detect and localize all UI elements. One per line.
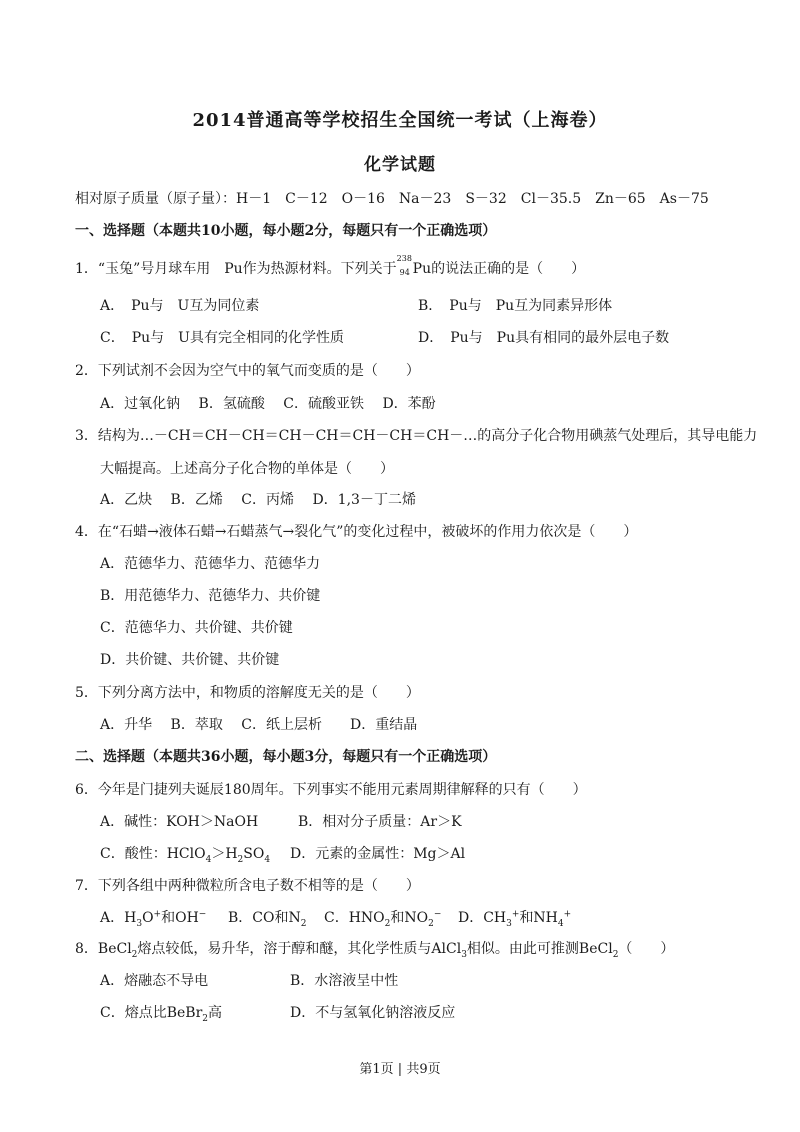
question-7-stem: 7．下列各组中两种微粒所含电子数不相等的是（ ） <box>75 878 420 894</box>
q6c-text-3: SO <box>243 846 265 862</box>
q6c-sub-3: 4 <box>264 854 271 865</box>
q8-sub-3: 2 <box>612 949 619 960</box>
section-2-heading: 二、选择题（本题共36小题，每小题3分，每题只有一个正确选项） <box>75 749 497 765</box>
q7c-text-1: C．HNO <box>324 910 385 926</box>
question-4-option-a: A．范德华力、范德华力、范德华力 <box>100 556 321 572</box>
question-7-option-d <box>458 907 571 927</box>
question-4-stem: 4．在“石蜡→液体石蜡→石蜡蒸气→裂化气”的变化过程中，被破坏的作用力依次是（ ） <box>75 524 638 540</box>
question-1-stem-b: 的说法正确的是（ ） <box>431 261 586 277</box>
question-4-option-c: C．范德华力、共价键、共价键 <box>100 620 293 636</box>
question-8-option-c <box>100 1002 222 1022</box>
question-6-stem: 6．今年是门捷列夫诞辰180周年。下列事实不能用元素周期律解释的只有（ ） <box>75 782 587 798</box>
q7a-sub: 3 <box>136 918 143 929</box>
paper-subtitle: 化学试题 <box>364 155 436 175</box>
section-1-heading: 一、选择题（本题共10小题，每小题2分，每题只有一个正确选项） <box>75 223 497 239</box>
q7d-sub-2: 4 <box>557 918 564 929</box>
nuclide-notation <box>396 254 413 277</box>
question-1-option-a: A． Pu与 U互为同位素 <box>100 298 260 314</box>
question-8-option-a: A．熔融态不导电 <box>100 973 209 989</box>
question-7-option-c <box>324 907 441 927</box>
nuclide-mass-number: 238 <box>396 254 412 263</box>
q8c-text-2: 高 <box>208 1005 222 1021</box>
question-2-options: A．过氧化钠 B．氢硫酸 C．硫酸亚铁 D．苯酚 <box>100 396 436 412</box>
q7a-text-3: 和OH <box>161 910 199 926</box>
q7c-text-2: 和NO <box>390 910 429 926</box>
question-5-stem: 5．下列分离方法中，和物质的溶解度无关的是（ ） <box>75 685 420 701</box>
nuclide-atomic-number: 94 <box>399 268 410 277</box>
atomic-masses: 相对原子质量（原子量）：H－1 C－12 O－16 Na－23 S－32 Cl－35.5 Zn－65 As－75 <box>75 191 709 207</box>
q7d-sup-1: + <box>511 909 520 920</box>
q6c-text-1: C．酸性：HClO <box>100 846 206 862</box>
q8-sub-2: 3 <box>461 949 467 960</box>
q8c-sub: 2 <box>202 1013 208 1024</box>
q8-text-4: （ ） <box>618 941 675 957</box>
q6c-text-2: ＞H <box>211 846 238 862</box>
q8-text-1: 8．BeCl <box>75 941 132 957</box>
question-4-option-d: D．共价键、共价键、共价键 <box>100 652 280 668</box>
question-3-stem-line-1: 3．结构为…－CH＝CH－CH＝CH－CH＝CH－CH＝CH－…的高分子化合物用碘蒸气处理后，其导电能力 <box>75 428 758 444</box>
question-5-options: A．升华 B．萃取 C．纸上层析 D．重结晶 <box>100 717 418 733</box>
question-6-option-d: D．元素的金属性：Mg＞Al <box>290 846 466 862</box>
q7d-sup-2: + <box>563 909 572 920</box>
q7d-text-2: 和NH <box>519 910 558 926</box>
q7a-text-1: A．H <box>100 910 137 926</box>
question-1-stem <box>75 254 586 278</box>
question-7-option-a <box>100 907 206 927</box>
q6c-sub-2: 2 <box>237 854 244 865</box>
question-1-option-b: B． Pu与 Pu互为同素异形体 <box>418 298 613 314</box>
question-6-option-c <box>100 843 270 863</box>
q6c-sub-1: 4 <box>205 854 212 865</box>
q7c-sub-1: 2 <box>384 918 391 929</box>
q7b-sub: 2 <box>300 918 307 929</box>
q7a-sup-1: + <box>153 909 162 920</box>
question-3-options: A．乙炔 B．乙烯 C．丙烯 D．1,3－丁二烯 <box>100 492 416 508</box>
page-number: 第1页 | 共9页 <box>359 1062 441 1077</box>
q8-sub-1: 2 <box>131 949 138 960</box>
question-8-option-b: B．水溶液呈中性 <box>290 973 399 989</box>
nuclide-symbol: Pu <box>412 261 432 277</box>
question-1-stem-a: 1．“玉兔”号月球车用 Pu作为热源材料。下列关于 <box>75 261 397 277</box>
question-1-option-c: C． Pu与 U具有完全相同的化学性质 <box>100 330 344 346</box>
question-7-option-b <box>228 907 306 927</box>
question-2-stem: 2．下列试剂不会因为空气中的氧气而变质的是（ ） <box>75 363 420 379</box>
question-6-option-b: B．相对分子质量：Ar＞K <box>298 814 462 830</box>
question-6-option-a: A．碱性：KOH＞NaOH <box>100 814 259 830</box>
question-1-option-d: D． Pu与 Pu具有相同的最外层电子数 <box>418 330 670 346</box>
q7d-sub-1: 3 <box>506 918 512 929</box>
q7c-sub-2: 2 <box>428 918 434 929</box>
q8-text-3: 相似。由此可推测BeCl <box>466 941 613 957</box>
q7d-text-1: D．CH <box>458 910 507 926</box>
q8-text-2: 熔点较低，易升华，溶于醇和醚，其化学性质与AlCl <box>137 941 462 957</box>
q7b-text: B．CO和N <box>228 910 301 926</box>
question-8-stem <box>75 938 674 958</box>
q7c-sup: − <box>433 909 442 920</box>
q7a-text-2: O <box>142 910 154 926</box>
question-4-option-b: B．用范德华力、范德华力、共价键 <box>100 588 321 604</box>
paper-title: 2014普通高等学校招生全国统一考试（上海卷） <box>192 110 608 131</box>
q7a-sup-2: − <box>198 909 207 920</box>
question-8-option-d: D．不与氢氧化钠溶液反应 <box>290 1005 456 1021</box>
question-3-stem-line-2: 大幅提高。上述高分子化合物的单体是（ ） <box>100 461 394 477</box>
q8c-text-1: C．熔点比BeBr <box>100 1005 203 1021</box>
